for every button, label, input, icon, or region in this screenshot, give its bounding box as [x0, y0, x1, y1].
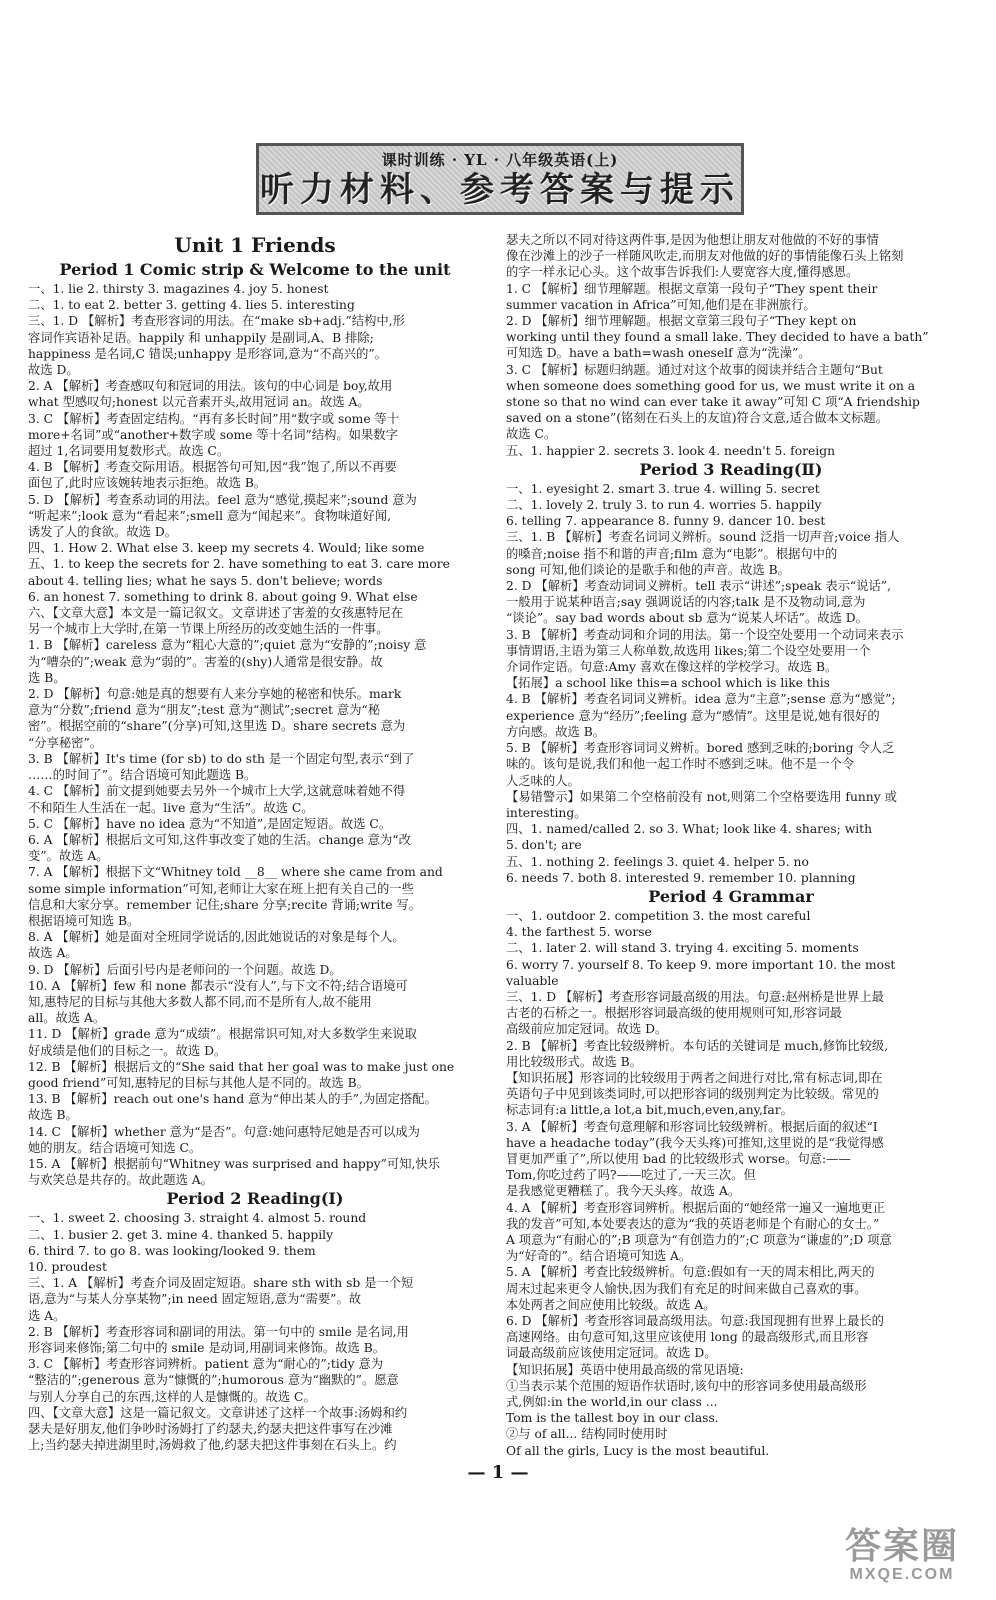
answer-line: 用比较级形式。故选 B。 — [506, 1054, 642, 1069]
answer-line: ……的时间了”。结合语境可知此题选 B。 — [28, 768, 257, 783]
answer-line: 方向感。故选 B。 — [506, 724, 606, 739]
site-watermark-logo — [822, 1526, 982, 1588]
banner-title: 听力材料、参考答案与提示 — [260, 170, 740, 210]
answer-line: 3. C 【解析】标题归纳题。通过对这个故事的阅读并结合主题句“But — [506, 362, 883, 377]
watermark-url: MXQE.COM — [849, 1566, 955, 1583]
answer-line: 2. A 【解析】考查感叹句和冠词的用法。该句的中心词是 boy,故用 — [28, 379, 393, 394]
period-heading: Period 2 Reading(Ⅰ) — [166, 1189, 344, 1209]
answer-line: 5. don't; are — [506, 838, 582, 853]
answer-line: some simple information”可知,老师让大家在班上把有关自己的一些 — [28, 881, 414, 896]
answer-line: 式,例如:in the world,in our class ... — [506, 1395, 718, 1410]
answer-line: 5. D 【解析】考查系动词的用法。feel 意为“感觉,摸起来”;sound 意为 — [28, 492, 417, 507]
answer-line: about 4. telling lies; what he says 5. don't believe; words — [28, 573, 383, 588]
answer-line: A 项意为“有耐心的”;B 项意为“有创造力的”;C 项意为“谦虚的”;D 项意 — [506, 1232, 892, 1247]
answer-line: interesting。 — [506, 805, 587, 820]
answer-line: 事情谓语,主语为第三人称单数,故选用 likes;第二个设空处要用一个 — [506, 643, 871, 658]
answer-line: Of all the girls, Lucy is the most beautiful. — [506, 1443, 770, 1458]
answer-line: 2. D 【解析】考查动词词义辨析。tell 表示“讲述”;speak 表示“说话”, — [506, 579, 891, 594]
answer-line: 三、1. B 【解析】考查名词词义辨析。sound 泛指一切声音;voice 指人 — [506, 530, 900, 545]
answer-line: 信息和大家分享。remember 记住;share 分享;recite 背诵;write 写。 — [28, 897, 422, 912]
answer-line: 9. D 【解析】后面引号内是老师问的一个问题。故选 D。 — [28, 962, 342, 977]
answer-line: 6. A 【解析】根据后文可知,这件事改变了她的生活。change 意为“改 — [28, 832, 411, 847]
answer-line: experience 意为“经历”;feeling 意为“感情”。这里是说,她有很好的 — [506, 708, 880, 723]
banner-subtitle: 课时训练 · YL · 八年级英语(上) — [381, 151, 619, 169]
answer-line: 面包了,此时应该婉转地表示拒绝。故选 B。 — [28, 476, 267, 491]
answer-line: 不和陌生人生活在一起。live 意为“生活”。故选 C。 — [28, 800, 314, 815]
answer-line: ①当表示某个范围的短语作状语时,该句中的形容词多使用最高级形 — [506, 1378, 867, 1393]
answer-line: 4. A 【解析】考查形容词辨析。根据后面的“她经常一遍又一遍地更正 — [506, 1200, 886, 1215]
answer-line: stone so that no wind can ever take it away”可知 C 项“A friendship — [506, 395, 920, 410]
answer-line: 3. B 【解析】考查动词和介词的用法。第一个设空处要用一个动词来表示 — [506, 627, 904, 642]
answer-line: 意为“分数”;friend 意为“朋友”;test 意为“测试”;secret 意为“秘 — [28, 703, 381, 718]
answer-line: valuable — [506, 973, 559, 988]
answer-line: 三、1. D 【解析】考查形容词最高级的用法。句意:赵州桥是世界上最 — [506, 989, 884, 1004]
answer-line: 8. A 【解析】她是面对全班同学说话的,因此她说话的对象是每个人。 — [28, 930, 405, 945]
answer-line: good friend”可知,惠特尼的目标与其他人是不同的。故选 B。 — [28, 1075, 369, 1090]
answer-line: saved on a stone”(铭刻在石头上的友谊)符合文意,适合做本文标题。 — [506, 411, 888, 426]
answer-line: Tom is the tallest boy in our class. — [506, 1411, 719, 1426]
answer-line: 一、1. sweet 2. choosing 3. straight 4. almost 5. round — [28, 1211, 367, 1226]
answer-line: 故选 C。 — [506, 427, 557, 442]
answer-line: 的嗓音;noise 指不和谐的声音;film 意为“电影”。根据句中的 — [506, 546, 838, 561]
answer-line: 故选 D。 — [28, 363, 79, 378]
answer-line: 是我感觉更糟糕了。我今天头疼。故选 A。 — [506, 1184, 741, 1199]
answer-line: 4. B 【解析】考查名词词义辨析。idea 意为“主意”;sense 意为“感觉”; — [506, 692, 896, 707]
answer-line: 另一个城市上大学时,在第一节课上所经历的改变她生活的一件事。 — [28, 622, 389, 637]
answer-line: 4. C 【解析】前文提到她要去另外一个城市上大学,这就意味着她不得 — [28, 784, 406, 799]
answer-line: 3. C 【解析】考查形容词辨析。patient 意为“耐心的”;tidy 意为 — [28, 1357, 384, 1372]
header-banner — [256, 143, 744, 215]
answer-line: 的字一样永记心头。这个故事告诉我们:人要宽容大度,懂得感恩。 — [506, 265, 859, 280]
answer-line: ②与 of all... 结构同时使用时 — [506, 1427, 668, 1442]
answer-line: 6. worry 7. yourself 8. To keep 9. more important 10. the most — [506, 957, 896, 972]
answer-line: 选 A。 — [28, 1308, 66, 1323]
answer-line: 高级前应加定冠词。故选 D。 — [506, 1022, 668, 1037]
answer-line: 5. B 【解析】考查形容词词义辨析。bored 感到乏味的;boring 令人乏 — [506, 741, 895, 756]
answer-line: 2. B 【解析】考查形容词和副词的用法。第一句中的 smile 是名词,用 — [28, 1324, 409, 1339]
answer-line: summer vacation in Africa”可知,他们是在非洲旅行。 — [506, 297, 816, 312]
answer-line: 五、1. to keep the secrets for 2. have something to eat 3. care more — [28, 557, 450, 572]
answer-line: 14. C 【解析】whether 意为“是否”。句意:她问惠特尼她是否可以成为 — [28, 1124, 420, 1139]
answer-line: 11. D 【解析】grade 意为“成绩”。根据常识可知,对大多数学生来说取 — [28, 1027, 417, 1042]
answer-line: 冒更加严重了”,所以使用 bad 的比较级形式 worse。句意:—— — [506, 1151, 851, 1166]
answer-line: happiness 是名词,C 错误;unhappy 是形容词,意为“不高兴的”。 — [28, 346, 387, 361]
answer-line: 形容词来修饰;第二句中的 smile 是动词,用副词来修饰。故选 B。 — [28, 1341, 386, 1355]
answer-line: 6. telling 7. appearance 8. funny 9. dancer 10. best — [506, 514, 826, 529]
answer-line: 五、1. nothing 2. feelings 3. quiet 4. helper 5. no — [506, 854, 809, 869]
answer-line: 一般用于说某种语言;say 强调说话的内容;talk 是不及物动词,意为 — [506, 595, 866, 610]
answer-line: 好成绩是他们的目标之一。故选 D。 — [28, 1043, 227, 1058]
answer-line: 故选 B。 — [28, 1108, 78, 1123]
answer-line: 10. A 【解析】few 和 none 都表示“没有人”,与下文不符;结合语境可 — [28, 978, 408, 993]
period-heading: Period 1 Comic strip & Welcome to the unit — [59, 260, 451, 279]
answer-line: 四、【文章大意】这是一篇记叙文。文章讲述了这样一个故事:汤姆和约 — [28, 1405, 408, 1420]
answer-line: what 型感叹句;honest 以元音素开头,故用冠词 an。故选 A。 — [28, 395, 370, 410]
answer-line: 一、1. outdoor 2. competition 3. the most careful — [506, 908, 811, 923]
answer-line: working until they found a small lake. They decided to have a bath” — [506, 330, 929, 345]
answer-line: 瑟夫是好朋友,他们争吵时汤姆打了约瑟夫,约瑟夫把这件事写在沙滩 — [28, 1422, 393, 1437]
answer-line: 六、【文章大意】本文是一篇记叙文。文章讲述了害羞的女孩惠特尼在 — [28, 606, 404, 621]
answer-line: 本处两者之间应使用比较级。故选 A。 — [506, 1297, 716, 1312]
answer-line: 高速网络。由句意可知,这里应该使用 long 的最高级形式,而且形容 — [506, 1330, 869, 1345]
answer-line: 【知识拓展】形容词的比较级用于两者之间进行对比,常有标志词,即在 — [506, 1070, 883, 1085]
answer-line: 4. the farthest 5. worse — [506, 925, 652, 940]
answer-line: 她的朋友。结合语境可知选 C。 — [28, 1140, 202, 1155]
answer-line: 4. B 【解析】考查交际用语。根据答句可知,因“我”饱了,所以不再要 — [28, 460, 397, 475]
answer-line: 【知识拓展】英语中使用最高级的常见语境: — [506, 1362, 744, 1377]
answer-line: 3. A 【解析】考查句意理解和形容词比较级辨析。根据后面的叙述“I — [506, 1119, 878, 1134]
answer-line: 2. D 【解析】细节理解题。根据文章第三段句子“They kept on — [506, 314, 857, 329]
answer-line: 2. B 【解析】考查比较级辨析。本句话的关键词是 much,修饰比较级, — [506, 1038, 889, 1053]
answer-line: 6. D 【解析】考查形容词最高级用法。句意:我国现拥有世界上最长的 — [506, 1314, 884, 1328]
period-heading: Period 3 Reading(Ⅱ) — [639, 459, 823, 479]
answer-line: Tom,你吃过药了吗?——吃过了,一天三次。但 — [506, 1168, 756, 1183]
answer-line: 词最高级前应该使用定冠词。故选 D。 — [506, 1346, 717, 1361]
answer-line: 像在沙滩上的沙子一样随风吹走,而朋友对他做的好的事情能像石头上铭刻 — [506, 249, 904, 264]
answer-line: 6. needs 7. both 8. interested 9. remember 10. planning — [506, 870, 856, 885]
answer-line: 可知选 D。have a bath=wash oneself 意为“洗澡”。 — [506, 346, 811, 361]
answer-line: 语,意为“与某人分享某物”;in need 固定短语,意为“需要”。故 — [28, 1292, 362, 1307]
answer-line: 7. A 【解析】根据下文“Whitney told __8__ where she came from and — [28, 865, 443, 880]
answer-line: 【易错警示】如果第二个空格前没有 not,则第二个空格要选用 funny 或 — [506, 789, 897, 804]
answer-line: 周末过起来更令人愉快,因为我们有充足的时间来做自己喜欢的事。 — [506, 1281, 867, 1296]
answer-line: 与别人分享自己的东西,这样的人是慷慨的。故选 C。 — [28, 1389, 316, 1404]
answer-line: more+名词”或“another+数字或 some 等十名词”结构。如果数字 — [28, 427, 398, 442]
answer-line: 为“嘈杂的”;weak 意为“弱的”。害羞的(shy)人通常是很安静。故 — [28, 654, 383, 669]
answer-line: 诱发了人的食欲。故选 D。 — [28, 525, 178, 540]
answer-line: 【拓展】a school like this=a school which is like this — [506, 676, 830, 691]
answer-line: 超过 1,名词要用复数形式。故选 C。 — [28, 444, 230, 459]
answer-line: 变”。故选 A。 — [28, 849, 109, 864]
answer-line: 味的。该句是说,我们和他一起工作时不感到乏味。他不是一个令 — [506, 757, 855, 772]
answer-line: have a headache today”(我今天头疼)可推知,这里说的是“我觉得感 — [506, 1135, 884, 1150]
answer-line: 6. an honest 7. something to drink 8. about going 9. What else — [28, 589, 418, 604]
answer-line: 一、1. eyesight 2. smart 3. true 4. willing 5. secret — [506, 481, 820, 496]
answer-line: 一、1. lie 2. thirsty 3. magazines 4. joy 5. honest — [28, 282, 329, 296]
answer-line: 三、1. D 【解析】考查形容词的用法。在“make sb+adj.”结构中,形 — [28, 314, 405, 329]
answer-line: 二、1. lovely 2. truly 3. to run 4. worries 5. happily — [506, 498, 822, 513]
answer-line: 容词作宾语补足语。happily 和 unhappily 是副词,A、B 排除; — [28, 330, 374, 345]
answer-line: 5. A 【解析】考查比较级辨析。句意:假如有一天的周末相比,两天的 — [506, 1265, 875, 1280]
answer-line: 5. C 【解析】have no idea 意为“不知道”,是固定短语。故选 C。 — [28, 816, 392, 831]
answer-line: 密”。根据空前的“share”(分享)可知,这里选 D。share secrets 意为 — [28, 719, 406, 734]
answer-line: “听起来”;look 意为“看起来”;smell 意为“闻起来”。食物味道好闻, — [28, 508, 391, 523]
answer-line: 故选 A。 — [28, 946, 78, 961]
answer-line: 瑟夫之所以不同对待这两件事,是因为他想让朋友对他做的不好的事情 — [506, 233, 879, 247]
unit-title: Unit 1 Friends — [174, 233, 336, 257]
watermark-text: 答案圈 — [844, 1525, 959, 1566]
answer-line: 三、1. A 【解析】考查介词及固定短语。share sth with sb 是一个短 — [28, 1276, 414, 1291]
answer-line: 人乏味的人。 — [506, 773, 580, 788]
answer-line: 四、1. How 2. What else 3. keep my secrets 4. Would; like some — [28, 541, 425, 556]
answer-line: 与欢笑总是共存的。故此题选 A。 — [28, 1173, 213, 1188]
answer-line: 13. B 【解析】reach out one's hand 意为“伸出某人的手”,为固定搭配。 — [28, 1092, 437, 1107]
answer-line: 6. third 7. to go 8. was looking/looked 9. them — [28, 1243, 316, 1258]
answer-line: 选 B。 — [28, 670, 66, 685]
period-heading: Period 4 Grammar — [648, 886, 814, 906]
answer-line: 15. A 【解析】根据前句“Whitney was surprised and happy”可知,快乐 — [28, 1156, 440, 1171]
answer-line: 1. B 【解析】careless 意为“粗心大意的”;quiet 意为“安静的”;noisy 意 — [28, 638, 427, 653]
answer-line: “谈论”。say bad words about sb 意为“说某人坏话”。故选 D。 — [506, 611, 868, 626]
answer-line: 标志词有:a little,a lot,a bit,much,even,any,far。 — [506, 1103, 793, 1118]
answer-line: 12. B 【解析】根据后文的“She said that her goal was to make just one — [28, 1059, 455, 1074]
answer-line: “分享秘密”。 — [28, 735, 103, 750]
answer-line: song 可知,他们谈论的是歌手和他的声音。故选 B。 — [506, 562, 790, 577]
answer-line: “整洁的”;generous 意为“慷慨的”;humorous 意为“幽默的”。愿意 — [28, 1373, 399, 1388]
answer-line: 10. proudest — [28, 1259, 107, 1274]
right-column — [506, 232, 956, 1459]
answer-line: 根据语境可知选 B。 — [28, 913, 140, 928]
answer-line: 英语句子中见到该类词时,可以把形容词的级别判定为比较级。常见的 — [506, 1087, 879, 1102]
answer-line: 我的发音”可知,本处要表达的意为“我的英语老师是个有耐心的女士。” — [506, 1216, 880, 1231]
left-column — [28, 232, 482, 1453]
answer-line: 二、1. to eat 2. better 3. getting 4. lies 5. interesting — [28, 298, 355, 313]
answer-line: 1. C 【解析】细节理解题。根据文章第一段句子“They spent their — [506, 281, 878, 296]
answer-line: all。故选 A。 — [28, 1011, 106, 1026]
page-number: — 1 — — [467, 1462, 529, 1483]
answer-line: when someone does something good for us, we must write it on a — [506, 378, 916, 393]
answer-line: 介词作定语。句意:Amy 喜欢在像这样的学校学习。故选 B。 — [506, 660, 838, 675]
answer-line: 知,惠特尼的目标与其他大多数人都不同,而不是所有人,故不能用 — [28, 994, 372, 1009]
answer-line: 五、1. happier 2. secrets 3. look 4. needn't 5. foreign — [506, 443, 836, 458]
answer-line: 上;当约瑟夫掉进湖里时,汤姆救了他,约瑟夫把这件事刻在石头上。约 — [28, 1438, 397, 1453]
answer-line: 四、1. named/called 2. so 3. What; look like 4. shares; with — [506, 822, 873, 837]
answer-line: 3. B 【解析】It's time (for sb) to do sth 是一个固定句型,表示“到了 — [28, 751, 415, 766]
answer-line: 二、1. later 2. will stand 3. trying 4. exciting 5. moments — [506, 941, 859, 956]
answer-line: 3. C 【解析】考查固定结构。“再有多长时间”用“数字或 some 等十 — [28, 411, 400, 426]
answer-line: 二、1. busier 2. get 3. mine 4. thanked 5. happily — [28, 1227, 334, 1242]
answer-line: 2. D 【解析】句意:她是真的想要有人来分享她的秘密和快乐。mark — [28, 687, 402, 702]
answer-line: 古老的石桥之一。根据形容词最高级的使用规则可知,形容词最 — [506, 1006, 842, 1021]
answer-line: 为“好奇的”。结合语境可知选 A。 — [506, 1249, 692, 1264]
